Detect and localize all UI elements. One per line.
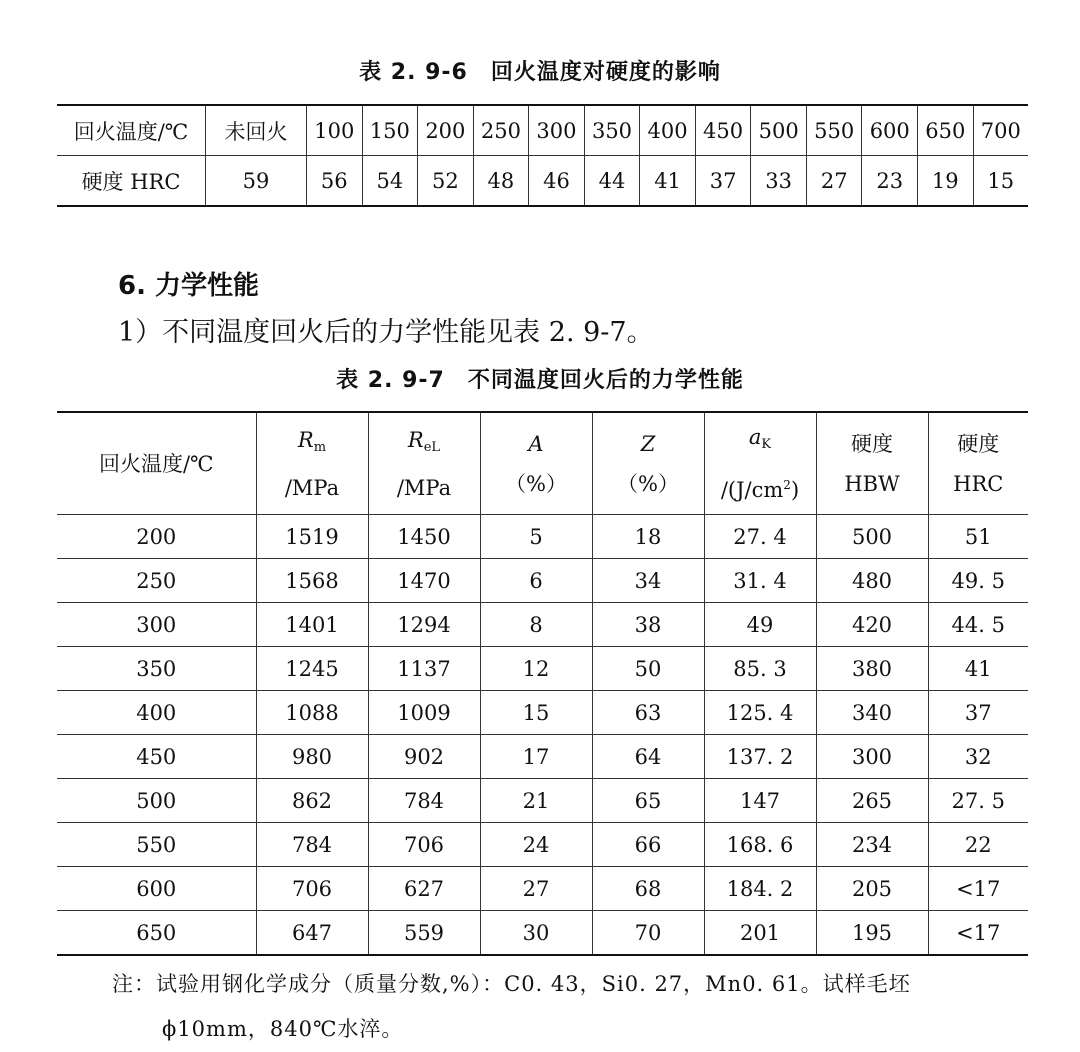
table-cell: 50 [592,647,704,691]
table-cell: 38 [592,603,704,647]
table-cell: 1470 [368,559,480,603]
hrc-line1: 硬度 [957,431,1000,456]
table-cell: 22 [928,823,1028,867]
table-cell: 1294 [368,603,480,647]
table-cell: 200 [418,105,474,156]
footnote [112,962,1032,1052]
table-cell: 63 [592,691,704,735]
row-label-temperature: 回火温度/℃ [57,105,206,156]
table-cell: 500 [57,779,256,823]
table-cell: 24 [480,823,592,867]
table-cell: 1245 [256,647,368,691]
mechanical-properties-table [57,411,1028,956]
hrc-line2: HRC [953,471,1004,496]
table-cell: 37 [695,156,751,207]
tempering-hardness-table [57,104,1028,207]
table-cell: 420 [816,603,928,647]
table-cell: 1137 [368,647,480,691]
ak-unit-sup: 2 [783,478,791,492]
table-cell: 18 [592,515,704,559]
table-row [57,823,1028,867]
table-cell: 627 [368,867,480,911]
header-row [57,412,1028,515]
table-cell: 12 [480,647,592,691]
table-cell: 15 [480,691,592,735]
table-cell: 66 [592,823,704,867]
table-cell: 46 [529,156,585,207]
footnote-line2: ϕ10mm，840℃水淬。 [162,1017,404,1041]
header-z [592,412,704,515]
table-cell: <17 [928,911,1028,956]
table-cell: 100 [307,105,363,156]
table-cell: 340 [816,691,928,735]
table-row [57,911,1028,956]
table-row [57,603,1028,647]
table-cell: 550 [57,823,256,867]
header-temperature [57,412,256,515]
temperature-row [57,105,1028,156]
table-cell: 400 [640,105,696,156]
section-paragraph: 1）不同温度回火后的力学性能见表 2. 9-7。 [118,317,654,348]
rm-symbol: R [297,427,314,452]
a-unit: （%） [505,471,567,496]
table-cell: 31. 4 [704,559,816,603]
table-cell: 85. 3 [704,647,816,691]
table-cell: 400 [57,691,256,735]
table-cell: 27. 5 [928,779,1028,823]
table-cell: 650 [918,105,974,156]
rm-subscript: m [313,439,327,455]
table-cell: 137. 2 [704,735,816,779]
footnote-line1: 注：试验用钢化学成分（质量分数,%）：C0. 43，Si0. 27，Mn0. 61。试样毛坯 [112,972,911,996]
table-cell: 980 [256,735,368,779]
table-cell: 706 [368,823,480,867]
table-cell: 205 [816,867,928,911]
table-cell: 450 [695,105,751,156]
hbw-line1: 硬度 [851,431,893,456]
table-cell: 68 [592,867,704,911]
table-cell: 30 [480,911,592,956]
table-cell: 234 [816,823,928,867]
table-cell: 48 [473,156,529,207]
table-row [57,691,1028,735]
table-cell: 27 [480,867,592,911]
table-cell: 201 [704,911,816,956]
table-caption-2-9-7: 表 2. 9-7 不同温度回火后的力学性能 [336,368,744,393]
table-cell: 650 [136,920,177,945]
table-cell: 350 [584,105,640,156]
table-cell: 17 [480,735,592,779]
table-cell: 480 [816,559,928,603]
table-cell: 5 [480,515,592,559]
table-cell: 1568 [256,559,368,603]
rel-unit: /MPa [396,475,452,500]
table-cell: 200 [57,515,256,559]
table-cell: 64 [592,735,704,779]
table-cell: 195 [816,911,928,956]
row-label-hardness: 硬度 HRC [81,169,181,194]
header-temperature-label: 回火温度/℃ [98,451,214,476]
rm-unit: /MPa [284,475,340,500]
table-cell: 706 [256,867,368,911]
table-cell: 65 [592,779,704,823]
header-hbw [816,412,928,515]
table-row [57,779,1028,823]
table-cell: 902 [368,735,480,779]
table-cell: 559 [368,911,480,956]
table-cell: 147 [704,779,816,823]
header-hrc [928,412,1028,515]
table-cell: 51 [928,515,1028,559]
table-cell: 15 [973,156,1028,207]
ak-symbol: a [748,425,762,449]
table-cell: 44 [584,156,640,207]
table-cell: 300 [816,735,928,779]
table-row [57,515,1028,559]
table-cell: 6 [480,559,592,603]
table-cell: 550 [806,105,862,156]
table-cell: 168. 6 [704,823,816,867]
table-cell: 1450 [368,515,480,559]
table-cell: 450 [57,735,256,779]
table-cell: 184. 2 [704,867,816,911]
table-cell: 600 [862,105,918,156]
table-cell: 784 [256,823,368,867]
table-row [57,735,1028,779]
table-cell: 未回火 [206,105,307,156]
table-cell: 250 [473,105,529,156]
table-cell: 500 [816,515,928,559]
table-cell: 1088 [256,691,368,735]
table-cell: 44. 5 [928,603,1028,647]
section-heading: 6. 力学性能 [118,271,260,301]
rel-subscript: eL [423,439,441,455]
hardness-row [57,156,1028,207]
table-cell: <17 [928,867,1028,911]
header-ak [704,412,816,515]
table-cell: 54 [362,156,418,207]
table-cell: 59 [206,156,307,207]
table-cell: 70 [592,911,704,956]
header-rel [368,412,480,515]
table-cell: 52 [418,156,474,207]
header-a [480,412,592,515]
header-rm [256,412,368,515]
rel-symbol: R [407,427,424,452]
table-cell: 8 [480,603,592,647]
table-cell: 33 [751,156,807,207]
table-cell: 32 [928,735,1028,779]
table-cell: 300 [529,105,585,156]
table-cell: 56 [307,156,363,207]
z-symbol: Z [640,431,656,456]
table-cell: 1519 [256,515,368,559]
hbw-line2: HBW [844,471,900,496]
table-cell: 41 [640,156,696,207]
table-row [57,559,1028,603]
table-cell: 784 [368,779,480,823]
table-cell: 300 [57,603,256,647]
table-cell: 49 [704,603,816,647]
table-cell: 647 [256,911,368,956]
table-cell: 37 [928,691,1028,735]
table-cell: 19 [918,156,974,207]
table-cell: 862 [256,779,368,823]
table-caption-2-9-6: 表 2. 9-6 回火温度对硬度的影响 [359,60,721,85]
table-cell: 125. 4 [704,691,816,735]
table-cell: 1401 [256,603,368,647]
table-cell: 27 [806,156,862,207]
table-cell: 23 [862,156,918,207]
ak-unit-post: ) [790,478,800,502]
table-cell: 250 [57,559,256,603]
table-cell: 700 [973,105,1028,156]
table-cell: 380 [816,647,928,691]
table-cell: 49. 5 [928,559,1028,603]
table-row [57,647,1028,691]
table-cell: 350 [57,647,256,691]
table-cell: 41 [928,647,1028,691]
a-symbol: A [528,431,544,456]
table-cell: 500 [751,105,807,156]
table-row [57,867,1028,911]
z-unit: （%） [617,471,679,496]
table-cell: 1009 [368,691,480,735]
table-cell: 34 [592,559,704,603]
table-cell: 21 [480,779,592,823]
table-cell: 600 [57,867,256,911]
table-cell: 150 [362,105,418,156]
ak-subscript: K [761,437,772,452]
table-cell: 265 [816,779,928,823]
ak-unit-pre: /(J/cm [720,478,784,502]
table-cell: 27. 4 [704,515,816,559]
